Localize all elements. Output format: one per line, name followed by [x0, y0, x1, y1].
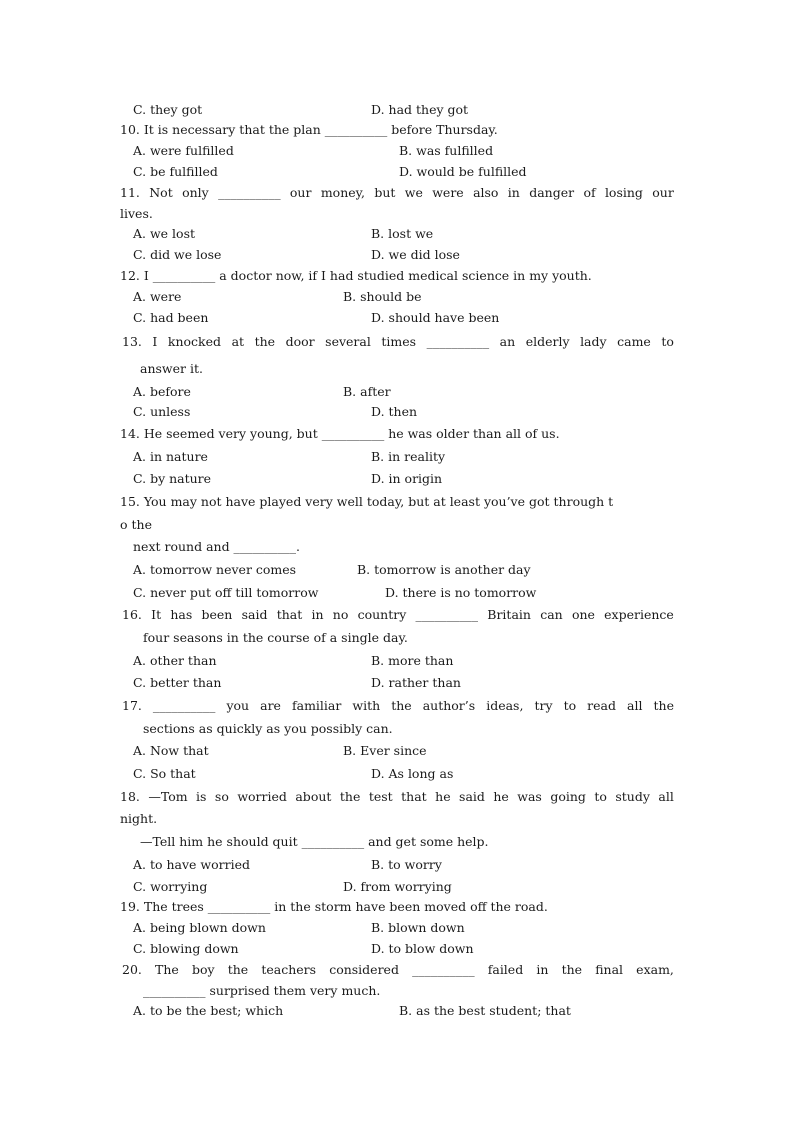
option-line: A. tomorrow never comes: [133, 562, 297, 577]
option-line: C. worrying: [133, 879, 208, 894]
word: elderly: [525, 334, 570, 349]
option-line: B. in reality: [371, 449, 446, 464]
word: all: [627, 698, 643, 713]
word: about: [295, 789, 332, 804]
word: been: [201, 607, 233, 622]
word: the: [339, 789, 361, 804]
word: he: [435, 789, 451, 804]
option-line: A. in nature: [133, 449, 208, 464]
word: 16.: [122, 607, 142, 622]
option-line: D. to blow down: [371, 941, 474, 956]
word: you: [226, 698, 250, 713]
question-line: 19. The trees __________ in the storm have been moved off the road.: [120, 899, 548, 914]
word: can: [540, 607, 563, 622]
option-line: D. would be fulfilled: [399, 164, 527, 179]
question-line: __________ surprised them very much.: [143, 983, 381, 998]
option-line: D. we did lose: [371, 247, 460, 262]
option-line: C. did we lose: [133, 247, 222, 262]
word: an: [499, 334, 516, 349]
word: all: [658, 789, 674, 804]
word: only: [182, 185, 209, 200]
word: said: [459, 789, 485, 804]
word: 17.: [122, 698, 142, 713]
word: but: [374, 185, 396, 200]
word: that: [276, 607, 303, 622]
word: the: [561, 962, 583, 977]
question-line: next round and __________.: [133, 539, 301, 554]
option-line: C. by nature: [133, 471, 212, 486]
word: several: [325, 334, 371, 349]
question-line: answer it.: [140, 361, 203, 376]
word: failed: [487, 962, 524, 977]
word: country: [357, 607, 407, 622]
option-line: A. being blown down: [133, 920, 266, 935]
word: 18.: [120, 789, 140, 804]
option-line: C. blowing down: [133, 941, 239, 956]
word: 13.: [122, 334, 142, 349]
option-line: B. tomorrow is another day: [357, 562, 531, 577]
question-line: —Tell him he should quit __________ and get some help.: [140, 834, 489, 849]
word: money,: [320, 185, 366, 200]
word: danger: [529, 185, 575, 200]
word: in: [536, 962, 549, 977]
question-line: [120, 185, 674, 201]
option-line: A. were: [133, 289, 182, 304]
word: of: [583, 185, 596, 200]
option-line: B. Ever since: [343, 743, 427, 758]
word: boy: [191, 962, 215, 977]
option-line: C. So that: [133, 766, 196, 781]
word: try: [534, 698, 553, 713]
option-line: A. were fulfilled: [133, 143, 234, 158]
word: author’s: [422, 698, 476, 713]
word: no: [332, 607, 349, 622]
word: —Tom: [148, 789, 188, 804]
word: in: [311, 607, 324, 622]
word: I: [152, 334, 158, 349]
option-line: B. as the best student; that: [399, 1003, 571, 1018]
word: study: [615, 789, 650, 804]
option-line: D. had they got: [371, 102, 469, 117]
word: has: [170, 607, 193, 622]
word: teachers: [261, 962, 317, 977]
word: Not: [149, 185, 173, 200]
option-line: B. blown down: [371, 920, 465, 935]
option-line: B. more than: [371, 653, 454, 668]
question-line: o the: [120, 517, 152, 532]
option-line: A. Now that: [133, 743, 209, 758]
question-line: 12. I __________ a doctor now, if I had studied medical science in my youth.: [120, 268, 592, 283]
option-line: D. rather than: [371, 675, 461, 690]
option-line: B. after: [343, 384, 391, 399]
option-line: D. should have been: [371, 310, 500, 325]
question-line: 10. It is necessary that the plan __________ before Thursday.: [120, 122, 498, 137]
word: final: [595, 962, 624, 977]
word: we: [404, 185, 423, 200]
option-line: C. they got: [133, 102, 203, 117]
option-line: B. should be: [343, 289, 422, 304]
word: times: [381, 334, 417, 349]
word: our: [289, 185, 312, 200]
question-line: night.: [120, 811, 158, 826]
word: 11.: [120, 185, 140, 200]
option-line: A. to have worried: [133, 857, 251, 872]
word: 20.: [122, 962, 142, 977]
word: considered: [329, 962, 399, 977]
word: were: [432, 185, 464, 200]
option-line: D. then: [371, 404, 418, 419]
option-line: D. from worrying: [343, 879, 452, 894]
word: The: [155, 962, 179, 977]
question-line: [122, 698, 674, 714]
word: Britain: [487, 607, 531, 622]
question-line: [122, 607, 674, 623]
word: he: [493, 789, 509, 804]
option-line: A. before: [133, 384, 191, 399]
question-line: four seasons in the course of a single day.: [143, 630, 408, 645]
word: also: [473, 185, 499, 200]
option-line: D. there is no tomorrow: [385, 585, 537, 600]
word: was: [517, 789, 542, 804]
option-line: A. to be the best; which: [133, 1003, 284, 1018]
word: going: [550, 789, 586, 804]
word: lady: [580, 334, 607, 349]
word: the: [653, 698, 674, 713]
option-line: B. to worry: [371, 857, 442, 872]
word: to: [563, 698, 577, 713]
word: experience: [604, 607, 674, 622]
word: the: [254, 334, 276, 349]
question-line: [122, 334, 674, 350]
option-line: B. was fulfilled: [399, 143, 494, 158]
question-line: lives.: [120, 206, 153, 221]
question-line: 14. He seemed very young, but __________ he was older than all of us.: [120, 426, 560, 441]
option-line: C. better than: [133, 675, 222, 690]
word: said: [241, 607, 268, 622]
option-line: D. in origin: [371, 471, 443, 486]
option-line: D. As long as: [371, 766, 454, 781]
question-line: [120, 789, 674, 805]
word: is: [196, 789, 207, 804]
word: read: [587, 698, 616, 713]
word: the: [391, 698, 412, 713]
word: our: [652, 185, 674, 200]
option-line: C. be fulfilled: [133, 164, 218, 179]
word: so: [214, 789, 229, 804]
word: __________: [415, 607, 479, 622]
word: are: [260, 698, 281, 713]
word: __________: [426, 334, 490, 349]
question-line: sections as quickly as you possibly can.: [143, 721, 393, 736]
word: ideas,: [486, 698, 524, 713]
word: one: [571, 607, 595, 622]
word: door: [285, 334, 315, 349]
word: __________: [218, 185, 281, 200]
word: the: [227, 962, 249, 977]
option-line: C. unless: [133, 404, 191, 419]
word: knocked: [167, 334, 222, 349]
word: came: [617, 334, 651, 349]
word: with: [352, 698, 381, 713]
word: __________: [412, 962, 475, 977]
question-line: [122, 962, 674, 978]
option-line: A. we lost: [133, 226, 196, 241]
word: exam,: [636, 962, 674, 977]
word: familiar: [291, 698, 342, 713]
word: at: [231, 334, 245, 349]
word: test: [368, 789, 393, 804]
word: to: [661, 334, 674, 349]
word: that: [401, 789, 427, 804]
option-line: A. other than: [133, 653, 217, 668]
option-line: C. had been: [133, 310, 209, 325]
option-line: B. lost we: [371, 226, 434, 241]
word: losing: [604, 185, 643, 200]
word: to: [594, 789, 607, 804]
option-line: C. never put off till tomorrow: [133, 585, 319, 600]
word: worried: [237, 789, 287, 804]
word: __________: [152, 698, 216, 713]
word: in: [507, 185, 520, 200]
word: It: [151, 607, 162, 622]
question-line: 15. You may not have played very well today, but at least you’ve got through t: [120, 494, 614, 509]
